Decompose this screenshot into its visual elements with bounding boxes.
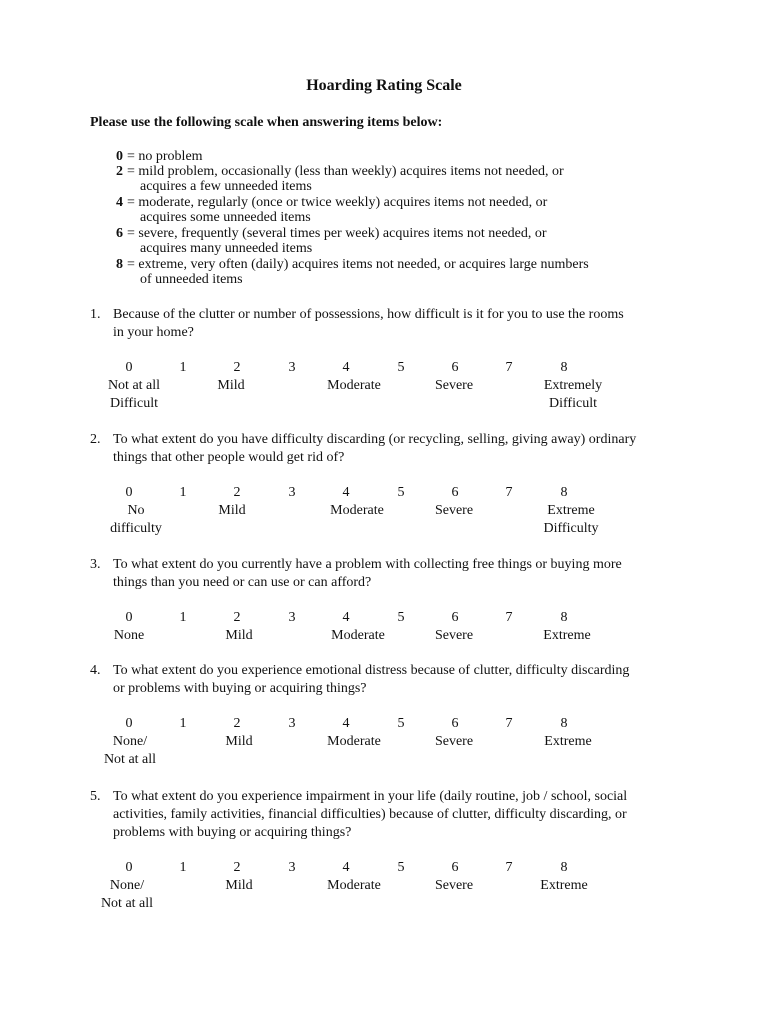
- rating-number: 4: [342, 716, 350, 731]
- rating-anchor-label: difficulty: [110, 521, 162, 536]
- rating-anchor-label: Difficult: [110, 396, 158, 411]
- rating-anchor-label: Mild: [217, 378, 245, 393]
- scale-description: = mild problem, occasionally (less than weekly) acquires items not needed, or: [127, 164, 564, 179]
- scale-description-continued: acquires a few unneeded items: [140, 179, 312, 194]
- question-number: 1.: [90, 307, 101, 322]
- rating-anchor-label: Not at all: [103, 752, 157, 767]
- rating-number: 3: [288, 716, 296, 731]
- question-number: 5.: [90, 789, 101, 804]
- rating-anchor-label: Extreme: [547, 503, 595, 518]
- rating-anchor-label: Severe: [434, 503, 474, 518]
- question-text: things than you need or can use or can afford?: [113, 575, 372, 590]
- rating-anchor-label: Moderate: [331, 628, 385, 643]
- scale-description: = no problem: [127, 149, 203, 164]
- rating-number: 7: [505, 610, 513, 625]
- rating-anchor-label: Severe: [434, 734, 474, 749]
- rating-anchor-label: Mild: [225, 734, 253, 749]
- scale-value: 4: [116, 195, 123, 210]
- rating-number: 0: [125, 360, 133, 375]
- scale-description-continued: of unneeded items: [140, 272, 243, 287]
- scale-description: = severe, frequently (several times per week) acquires items not needed, or: [127, 226, 547, 241]
- rating-anchor-label: Severe: [434, 378, 474, 393]
- question-text: To what extent do you experience emotional distress because of clutter, difficulty discarding: [113, 663, 630, 678]
- rating-number: 2: [233, 860, 241, 875]
- question-text: or problems with buying or acquiring things?: [113, 681, 367, 696]
- rating-anchor-label: None: [113, 628, 145, 643]
- rating-number: 5: [397, 860, 405, 875]
- question-number: 3.: [90, 557, 101, 572]
- rating-number: 1: [179, 610, 187, 625]
- rating-anchor-label: Moderate: [327, 878, 381, 893]
- rating-number: 1: [179, 860, 187, 875]
- rating-number: 5: [397, 485, 405, 500]
- rating-anchor-label: Moderate: [327, 734, 381, 749]
- question-text: To what extent do you currently have a problem with collecting free things or buying more: [113, 557, 622, 572]
- rating-number: 4: [342, 610, 350, 625]
- scale-value: 6: [116, 226, 123, 241]
- rating-anchor-label: Severe: [434, 628, 474, 643]
- rating-number: 1: [179, 360, 187, 375]
- rating-anchor-label: None/: [112, 734, 148, 749]
- rating-number: 4: [342, 485, 350, 500]
- rating-number: 6: [451, 485, 459, 500]
- rating-number: 3: [288, 360, 296, 375]
- rating-number: 2: [233, 716, 241, 731]
- scale-value: 2: [116, 164, 123, 179]
- rating-number: 3: [288, 860, 296, 875]
- rating-number: 5: [397, 716, 405, 731]
- question-number: 2.: [90, 432, 101, 447]
- rating-number: 5: [397, 610, 405, 625]
- rating-number: 8: [560, 610, 568, 625]
- rating-number: 7: [505, 716, 513, 731]
- instructions: Please use the following scale when answering items below:: [90, 115, 443, 130]
- question-text: Because of the clutter or number of possessions, how difficult is it for you to use the rooms: [113, 307, 624, 322]
- scale-description-continued: acquires many unneeded items: [140, 241, 313, 256]
- rating-anchor-label: Moderate: [327, 378, 381, 393]
- rating-anchor-label: Mild: [218, 503, 246, 518]
- question-text: To what extent do you experience impairment in your life (daily routine, job / school, social: [113, 789, 628, 804]
- rating-number: 2: [233, 610, 241, 625]
- rating-number: 8: [560, 360, 568, 375]
- rating-number: 6: [451, 610, 459, 625]
- rating-anchor-label: None/: [109, 878, 145, 893]
- rating-number: 6: [451, 860, 459, 875]
- rating-anchor-label: Not at all: [107, 378, 161, 393]
- rating-number: 2: [233, 485, 241, 500]
- page-title: Hoarding Rating Scale: [306, 77, 462, 94]
- rating-number: 7: [505, 485, 513, 500]
- rating-anchor-label: Extreme: [540, 878, 588, 893]
- scale-description: = moderate, regularly (once or twice weekly) acquires items not needed, or: [127, 195, 548, 210]
- rating-anchor-label: Extremely: [543, 378, 603, 393]
- rating-number: 2: [233, 360, 241, 375]
- rating-anchor-label: Moderate: [330, 503, 384, 518]
- question-text: problems with buying or acquiring things?: [113, 825, 352, 840]
- rating-number: 8: [560, 860, 568, 875]
- rating-anchor-label: Mild: [225, 878, 253, 893]
- scale-description: = extreme, very often (daily) acquires items not needed, or acquires large numbers: [127, 257, 589, 272]
- rating-anchor-label: Extreme: [543, 628, 591, 643]
- question-text: in your home?: [113, 325, 194, 340]
- question-text: activities, family activities, financial difficulties) because of clutter, difficulty discarding, or: [113, 807, 627, 822]
- rating-number: 4: [342, 360, 350, 375]
- scale-description-continued: acquires some unneeded items: [140, 210, 311, 225]
- question-text: To what extent do you have difficulty discarding (or recycling, selling, giving away) ordinary: [113, 432, 637, 447]
- rating-anchor-label: Difficulty: [543, 521, 599, 536]
- rating-number: 3: [288, 485, 296, 500]
- rating-number: 0: [125, 716, 133, 731]
- rating-number: 5: [397, 360, 405, 375]
- question-number: 4.: [90, 663, 101, 678]
- rating-number: 8: [560, 485, 568, 500]
- rating-number: 0: [125, 610, 133, 625]
- rating-number: 6: [451, 716, 459, 731]
- scale-value: 8: [116, 257, 123, 272]
- rating-anchor-label: Difficult: [549, 396, 597, 411]
- rating-anchor-label: No: [127, 503, 145, 518]
- rating-number: 1: [179, 485, 187, 500]
- rating-anchor-label: Extreme: [544, 734, 592, 749]
- rating-number: 1: [179, 716, 187, 731]
- rating-number: 4: [342, 860, 350, 875]
- rating-number: 0: [125, 860, 133, 875]
- rating-number: 6: [451, 360, 459, 375]
- rating-number: 8: [560, 716, 568, 731]
- question-text: things that other people would get rid of?: [113, 450, 345, 465]
- rating-anchor-label: Mild: [225, 628, 253, 643]
- rating-number: 7: [505, 360, 513, 375]
- scale-value: 0: [116, 149, 123, 164]
- rating-number: 0: [125, 485, 133, 500]
- rating-number: 3: [288, 610, 296, 625]
- rating-anchor-label: Severe: [434, 878, 474, 893]
- rating-number: 7: [505, 860, 513, 875]
- rating-anchor-label: Not at all: [100, 896, 154, 911]
